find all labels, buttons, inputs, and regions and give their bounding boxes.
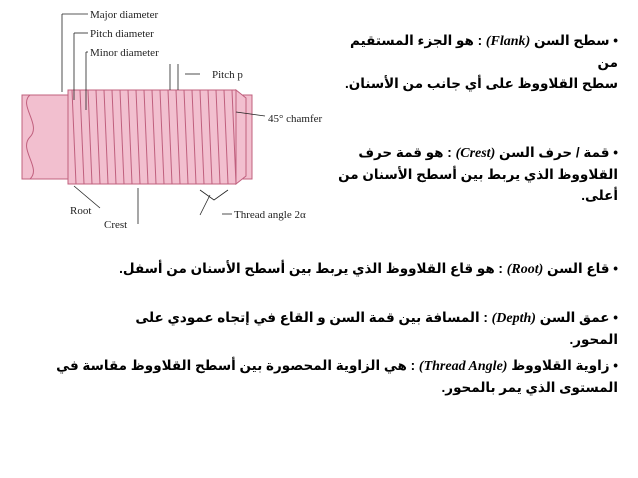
label-chamfer: 45° chamfer xyxy=(268,113,323,125)
label-crest: Crest xyxy=(104,219,128,231)
threaded-section xyxy=(68,90,236,184)
label-thread-angle: Thread angle 2α xyxy=(234,209,306,221)
label-major-diameter: Major diameter xyxy=(90,9,159,21)
bullet-thread-angle: • زاوية القلاووظ (Thread Angle) : هي الزاوية المحصورة بين أسطح القلاووظ مقاسة في المستوى الذي يمر بالمحور. xyxy=(56,358,618,395)
bullet-root: • قاع السن (Root) : هو قاع القلاووظ الذي يربط بين أسطح الأسنان من أسفل. xyxy=(119,261,618,277)
label-root: Root xyxy=(70,205,92,217)
thread-angle-arc xyxy=(200,190,228,200)
label-pitch: Pitch p xyxy=(212,69,243,81)
thread-diagram xyxy=(0,0,330,240)
bullet-depth: • عمق السن (Depth) : المسافة بين قمة السن و القاع في إتجاه عمودي على المحور. xyxy=(135,310,618,347)
bullet-crest: • قمة / حرف السن (Crest) : هو قمة حرف القلاووظ الذي يربط بين أسطح الأسنان من أعلى. xyxy=(338,145,618,203)
bullet-flank: • سطح السن (Flank) : هو الجزء المستقيم من سطح القلاووظ على أي جانب من الأسنان. xyxy=(345,33,618,91)
label-minor-diameter: Minor diameter xyxy=(90,47,159,59)
label-pitch-diameter: Pitch diameter xyxy=(90,28,154,40)
chamfer-end xyxy=(236,90,246,184)
